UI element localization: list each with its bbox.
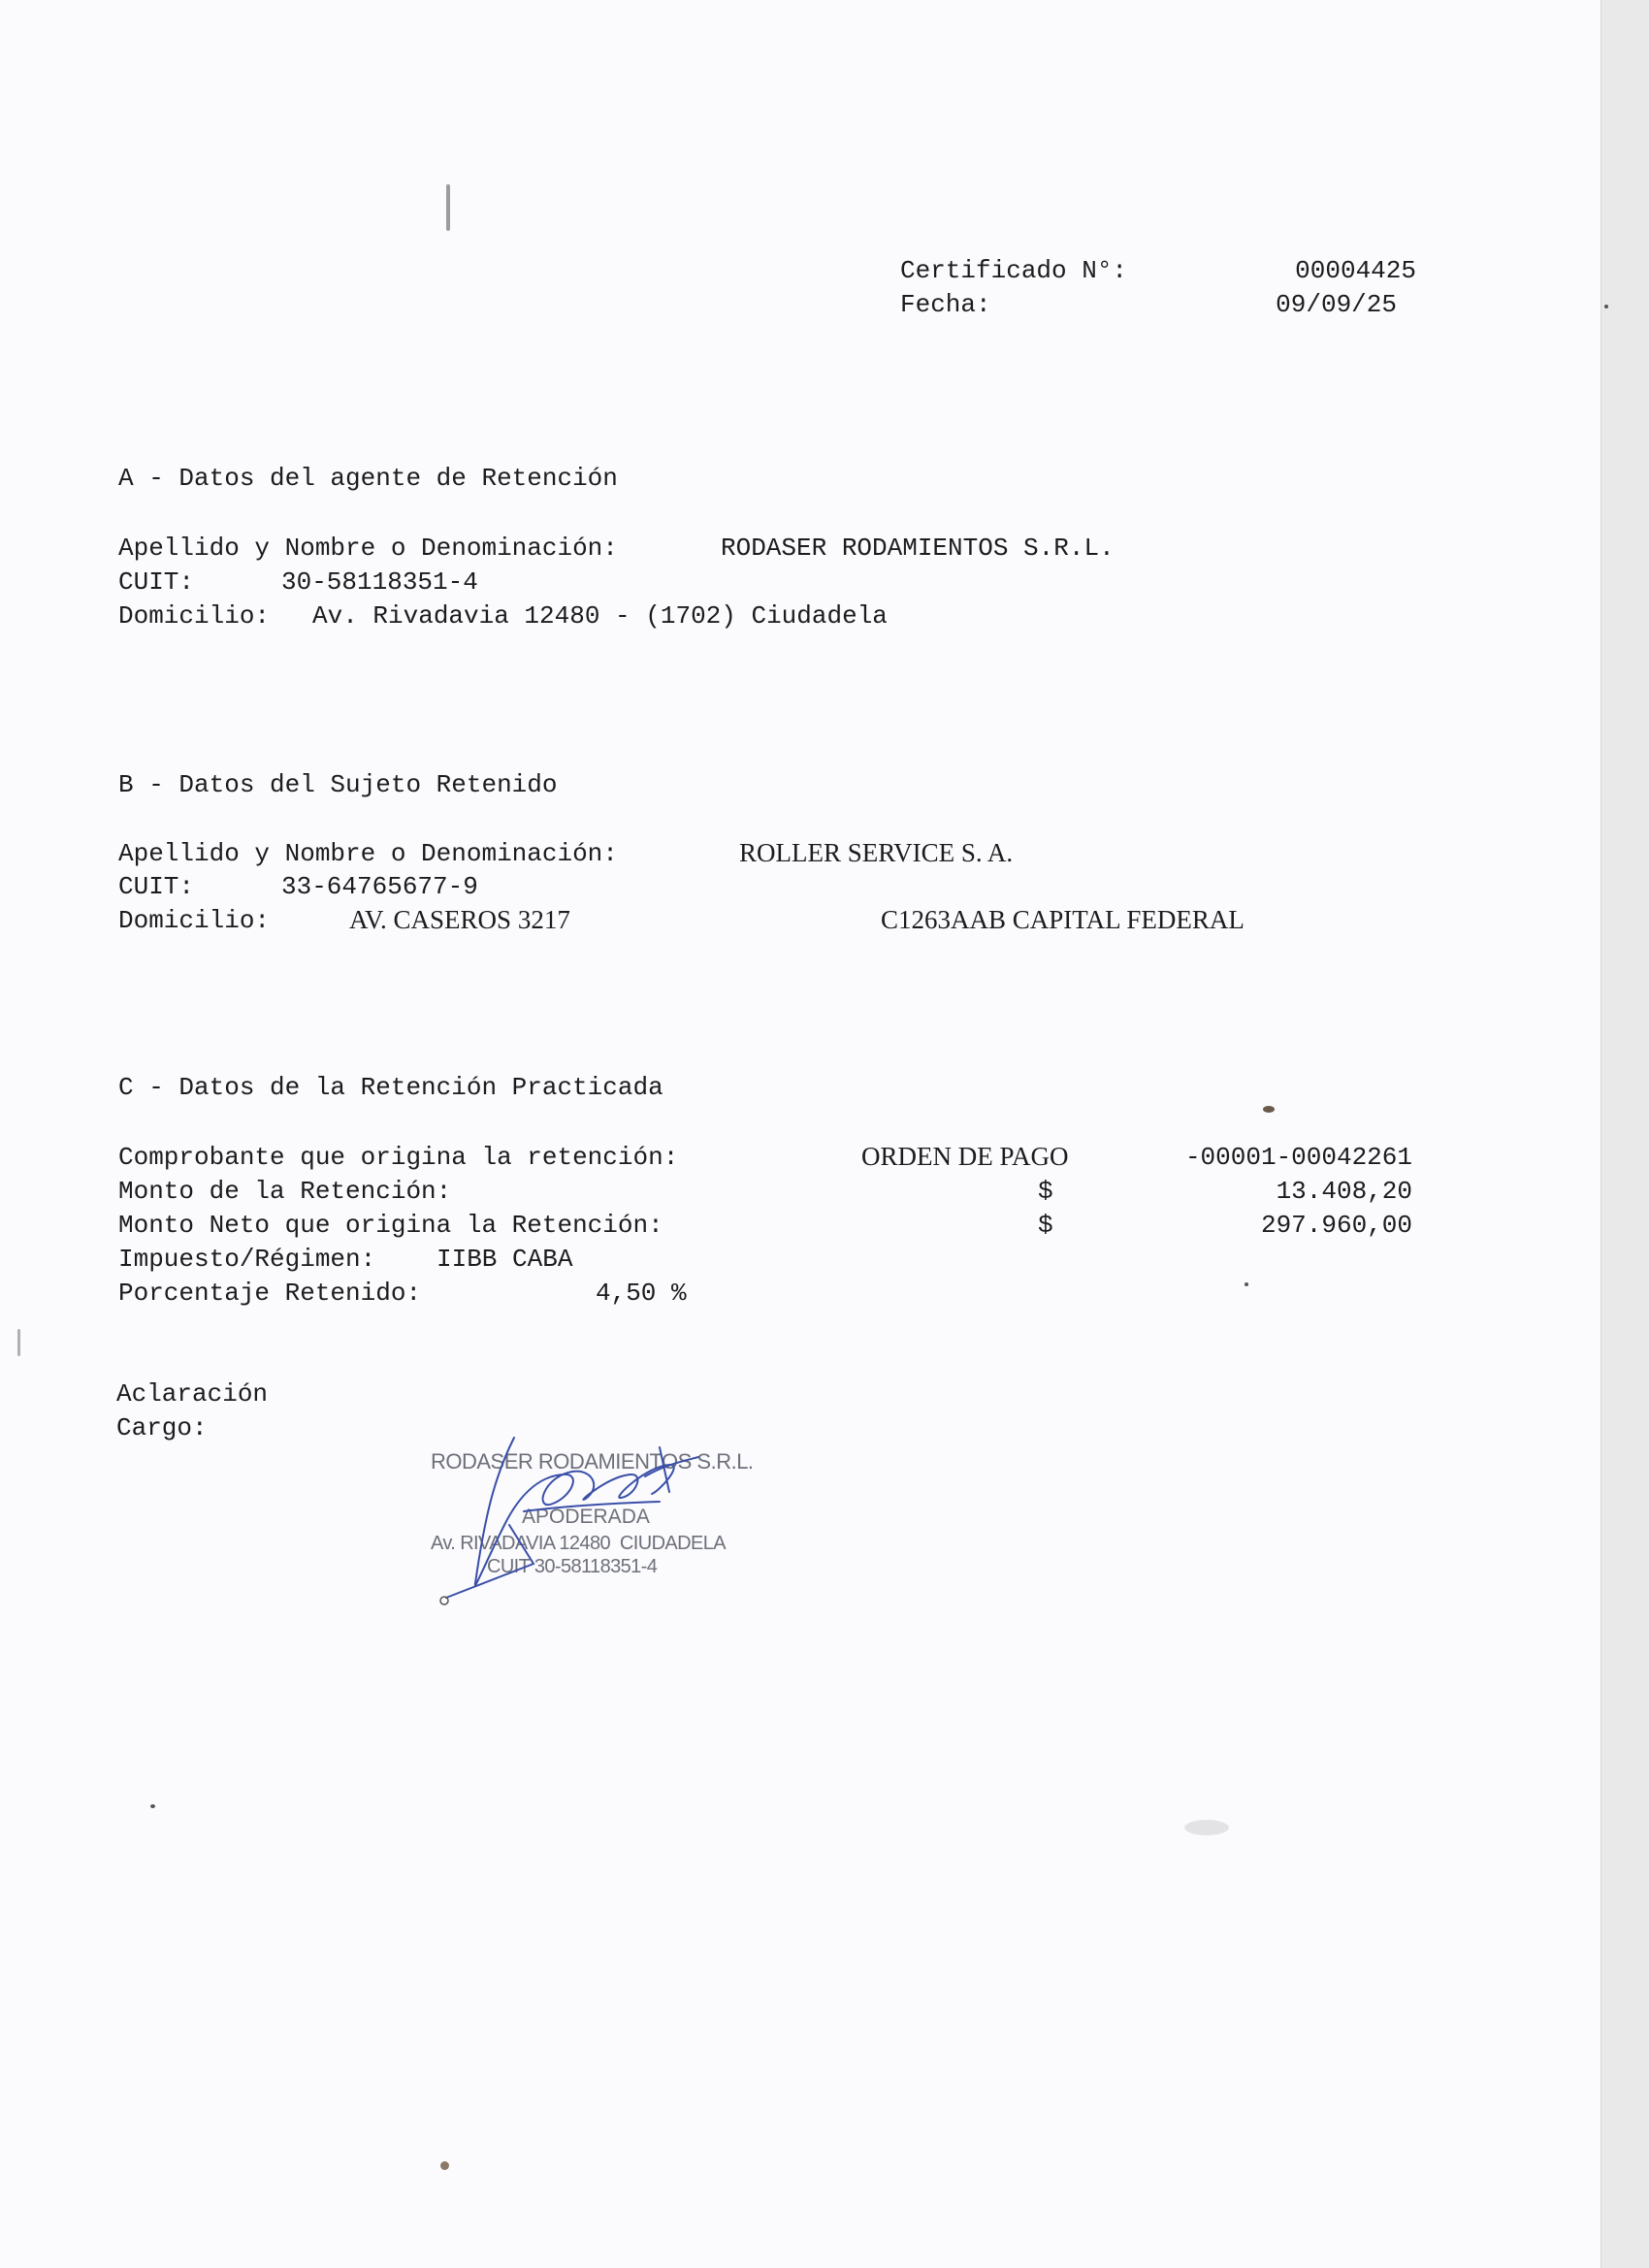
- scan-speck: [1263, 1106, 1275, 1113]
- agent-cuit-label: CUIT:: [118, 567, 195, 597]
- amount-value: 13.408,20: [1276, 1177, 1412, 1206]
- net-currency: $: [1038, 1211, 1053, 1240]
- cert-number-value: 00004425: [1295, 256, 1416, 285]
- date-value: 09/09/25: [1276, 290, 1397, 319]
- net-label: Monto Neto que origina la Retención:: [118, 1211, 663, 1240]
- tax-label: Impuesto/Régimen:: [118, 1245, 376, 1274]
- tax-value: IIBB CABA: [436, 1245, 573, 1274]
- scan-speck: [1604, 305, 1608, 308]
- scan-speck: [440, 2161, 449, 2170]
- agent-cuit-value: 30-58118351-4: [281, 567, 478, 597]
- signature-graphic: [427, 1418, 795, 1612]
- cert-number-label: Certificado N°:: [900, 256, 1128, 285]
- stamp-address: Av. RIVADAVIA 12480 CIUDADELA: [431, 1533, 726, 1554]
- amount-currency: $: [1038, 1177, 1053, 1206]
- company-stamp: [427, 1418, 795, 1612]
- subject-address-city: C1263AAB CAPITAL FEDERAL: [881, 905, 1245, 934]
- subject-address-street: AV. CASEROS 3217: [349, 905, 570, 934]
- voucher-label: Comprobante que origina la retención:: [118, 1143, 679, 1172]
- scan-speck: [17, 1329, 20, 1356]
- clarification-label: Aclaración: [116, 1379, 269, 1409]
- amount-label: Monto de la Retención:: [118, 1177, 452, 1206]
- section-c-title: C - Datos de la Retención Practicada: [118, 1073, 663, 1102]
- net-value: 297.960,00: [1260, 1211, 1412, 1240]
- section-b-title: B - Datos del Sujeto Retenido: [118, 770, 558, 799]
- subject-name-label: Apellido y Nombre o Denominación:: [118, 839, 618, 868]
- voucher-type: ORDEN DE PAGO: [861, 1142, 1069, 1171]
- date-label: Fecha:: [900, 290, 991, 319]
- position-label: Cargo:: [116, 1413, 208, 1442]
- agent-address-value: Av. Rivadavia 12480 - (1702) Ciudadela: [312, 601, 888, 631]
- agent-name-value: RODASER RODAMIENTOS S.R.L.: [721, 534, 1115, 563]
- stamp-company: RODASER RODAMIENTOS S.R.L.: [431, 1449, 754, 1474]
- scan-speck: [1184, 1820, 1229, 1835]
- section-a-title: A - Datos del agente de Retención: [118, 464, 618, 493]
- pct-label: Porcentaje Retenido:: [118, 1279, 422, 1308]
- subject-address-label: Domicilio:: [118, 906, 271, 935]
- subject-name-value: ROLLER SERVICE S. A.: [739, 838, 1014, 867]
- stamp-role: APODERADA: [522, 1506, 650, 1528]
- subject-cuit-value: 33-64765677-9: [281, 872, 478, 901]
- scan-speck: [150, 1804, 155, 1808]
- stamp-cuit: CUIT 30-58118351-4: [487, 1556, 658, 1577]
- subject-cuit-label: CUIT:: [118, 872, 195, 901]
- agent-name-label: Apellido y Nombre o Denominación:: [118, 534, 618, 563]
- voucher-number: -00001-00042261: [1184, 1143, 1412, 1172]
- pct-value: 4,50 %: [596, 1279, 687, 1308]
- scan-speck: [1245, 1282, 1248, 1286]
- scan-speck: [446, 184, 450, 231]
- agent-address-label: Domicilio:: [118, 601, 271, 631]
